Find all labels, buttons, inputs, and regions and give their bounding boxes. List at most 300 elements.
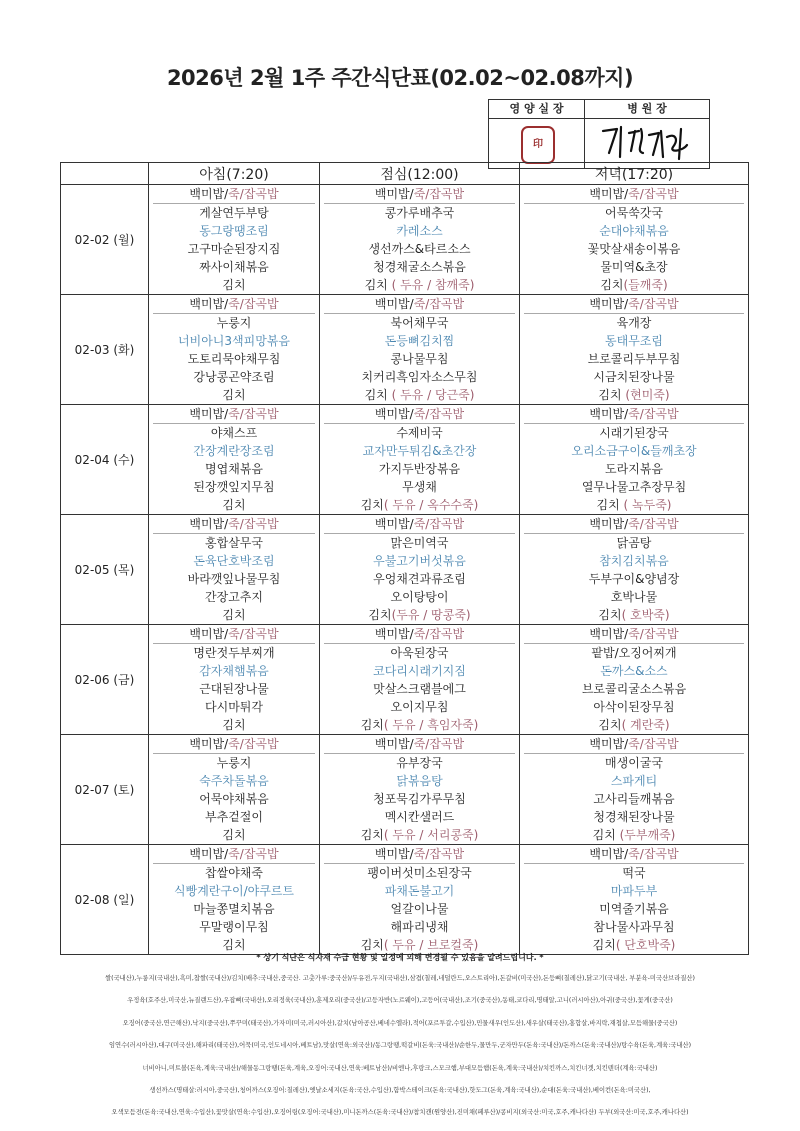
signature-icon xyxy=(595,121,699,165)
day-row xyxy=(61,735,749,845)
dish-line xyxy=(520,222,748,240)
dish-line xyxy=(520,845,748,863)
dish-text: 김치 xyxy=(592,938,616,952)
meal-cell-breakfast xyxy=(149,625,320,735)
origin-line: 오징어(중국산,연근해산),낙지(중국산),쭈꾸미(태국산),가자미(미국,러시아산),갈치(남아공산,베네수엘라),적어(포르투갈,수입산),민물새우(인도산),새우살(태국산),홍합살,바지락,재첩살,모듬해물(중국산) xyxy=(122,1019,678,1027)
dish-line xyxy=(320,570,519,588)
dish-line xyxy=(320,460,519,478)
dish-line xyxy=(149,222,319,240)
dietitian-sign-cell xyxy=(489,119,585,168)
dish-line xyxy=(520,295,748,313)
dish-text: 마늘쫑멸치볶음 xyxy=(193,902,275,916)
dish-text: 김치 xyxy=(592,828,620,842)
dish-text: 브로콜리굴소스볶음 xyxy=(581,682,687,696)
dish-line xyxy=(149,386,319,404)
dish-text: 아삭이된장무침 xyxy=(593,700,675,714)
dish-text: 죽/잡곡밥 xyxy=(628,627,679,641)
dish-text: 백미밥/ xyxy=(589,737,629,751)
dish-line xyxy=(520,496,748,514)
column-header-breakfast: 아침(7:20) xyxy=(149,163,320,185)
dish-text: 고사리들깨볶음 xyxy=(593,792,675,806)
dish-line xyxy=(149,716,319,734)
dish-line xyxy=(149,845,319,863)
dish-text: 도토리묵야채무침 xyxy=(187,352,281,366)
meal-cell-dinner xyxy=(520,185,749,295)
dish-text: 참나물사과무침 xyxy=(593,920,675,934)
dish-text: 청경채된장나물 xyxy=(593,810,675,824)
dish-line xyxy=(149,882,319,900)
dish-line xyxy=(320,900,519,918)
dish-line xyxy=(320,716,519,734)
dish-text: 미역줄기볶음 xyxy=(599,902,669,916)
dish-line xyxy=(520,644,748,662)
column-header-lunch: 점심(12:00) xyxy=(320,163,520,185)
dish-line xyxy=(520,204,748,222)
dish-text: 얼갈이나물 xyxy=(390,902,449,916)
dish-text: (현미죽) xyxy=(625,388,670,402)
dish-line xyxy=(520,772,748,790)
dish-text: 죽/잡곡밥 xyxy=(628,517,679,531)
dish-line xyxy=(149,314,319,332)
dish-line xyxy=(520,662,748,680)
dish-text: 죽/잡곡밥 xyxy=(413,737,465,751)
dish-text: 돈육단호박조림 xyxy=(193,554,275,568)
dish-line xyxy=(520,276,748,294)
dish-text: 마파두부 xyxy=(610,884,658,898)
dish-text: 물미역&초장 xyxy=(600,260,668,274)
dish-line xyxy=(149,606,319,624)
dish-line xyxy=(320,680,519,698)
dish-line xyxy=(149,754,319,772)
dish-line xyxy=(149,918,319,936)
dish-text: 닭곰탕 xyxy=(616,536,652,550)
dish-line xyxy=(320,662,519,680)
meal-cell-breakfast xyxy=(149,735,320,845)
dish-line xyxy=(520,882,748,900)
dish-text: 누룽지 xyxy=(216,756,252,770)
dish-line xyxy=(520,716,748,734)
day-label: 02-06 (금) xyxy=(61,625,149,735)
meal-cell-breakfast xyxy=(149,515,320,625)
day-label: 02-02 (월) xyxy=(61,185,149,295)
dish-line xyxy=(149,460,319,478)
dish-text: 백미밥/ xyxy=(374,517,414,531)
dish-text: 콩가루배추국 xyxy=(384,206,455,220)
dish-text: (두부깨죽) xyxy=(619,828,676,842)
meal-cell-lunch xyxy=(320,845,520,955)
dish-line xyxy=(520,350,748,368)
dish-text: 김치 xyxy=(360,498,384,512)
dish-text: 찹쌀야채죽 xyxy=(205,866,263,880)
dish-line xyxy=(320,772,519,790)
dish-text: 백미밥/ xyxy=(374,187,414,201)
dish-line xyxy=(149,424,319,442)
dish-text: 백미밥/ xyxy=(589,407,629,421)
page-title: 2026년 2월 1주 주간식단표(02.02~02.08까지) xyxy=(166,66,634,90)
dish-line xyxy=(520,332,748,350)
dish-line xyxy=(149,442,319,460)
dish-text: 명란젓두부찌개 xyxy=(193,646,275,660)
dish-text: 김치 xyxy=(598,718,622,732)
dish-text: 북어채무국 xyxy=(390,316,449,330)
dish-line xyxy=(320,790,519,808)
origin-line: 쌀(국내산),누룽지(국내산),흑미,찹쌀(국내산)/김치(배추:국내산,중국산. 고춧가루:중국산)/두유전,두지(국내산),삼겹(칠레,네덜란드,오스트리아),돈갈비(미국산),돈등뼈(칠레산),닭고기(국내산, 부분육-미국산브라질산) xyxy=(105,975,695,982)
dish-text: 청포묵김가루무침 xyxy=(373,792,466,806)
sign-label-director: 병 원 장 xyxy=(585,100,709,119)
dish-text: 백미밥/ xyxy=(189,627,229,641)
dish-line xyxy=(320,698,519,716)
dish-line xyxy=(320,606,519,624)
dish-text: 죽/잡곡밥 xyxy=(413,187,465,201)
meal-cell-lunch xyxy=(320,185,520,295)
dish-line xyxy=(320,882,519,900)
dish-text: 콩나물무침 xyxy=(390,352,449,366)
dish-text: 죽/잡곡밥 xyxy=(628,297,679,311)
day-row xyxy=(61,295,749,405)
dish-text: 죽/잡곡밥 xyxy=(228,297,279,311)
dish-text: ( 두유 / 브로컬죽) xyxy=(383,938,479,952)
dish-text: 김치 xyxy=(222,388,246,402)
origin-info xyxy=(40,968,760,1125)
dish-text: 동태무조림 xyxy=(605,334,663,348)
dish-line xyxy=(320,534,519,552)
meal-cell-breakfast xyxy=(149,405,320,515)
dish-line xyxy=(520,864,748,882)
dish-line xyxy=(320,222,519,240)
dish-line xyxy=(520,808,748,826)
dish-line xyxy=(520,258,748,276)
dish-text: 아욱된장국 xyxy=(390,646,449,660)
dish-line xyxy=(520,314,748,332)
sign-label-dietitian: 영 양 실 장 xyxy=(489,100,585,119)
dish-text: 백미밥/ xyxy=(589,297,629,311)
dish-line xyxy=(520,405,748,423)
dish-line xyxy=(520,368,748,386)
dish-line xyxy=(520,386,748,404)
dish-text: 근대된장나물 xyxy=(199,682,269,696)
dish-text: 김치 xyxy=(360,828,384,842)
dish-text: 명엽채볶음 xyxy=(205,462,263,476)
header-corner xyxy=(61,163,149,185)
dish-line xyxy=(320,826,519,844)
dish-text: 김치 xyxy=(364,388,392,402)
approval-box xyxy=(488,99,710,169)
dish-text: 어묵쑥갓국 xyxy=(605,206,663,220)
dish-text: 게살연두부탕 xyxy=(199,206,269,220)
dish-text: 오이탕탕이 xyxy=(390,590,449,604)
dish-text: ( 녹두죽) xyxy=(623,498,672,512)
dish-text: 부추겉절이 xyxy=(205,810,263,824)
dish-text: 수제비국 xyxy=(396,426,443,440)
dish-text: 죽/잡곡밥 xyxy=(628,407,679,421)
dish-line xyxy=(520,606,748,624)
dish-line xyxy=(320,845,519,863)
dish-text: 어묵야채볶음 xyxy=(199,792,269,806)
dish-line xyxy=(520,570,748,588)
dish-text: 순대야채볶음 xyxy=(599,224,669,238)
dish-text: 떡국 xyxy=(622,866,646,880)
dish-text: 김치 xyxy=(598,388,626,402)
dish-line xyxy=(320,588,519,606)
dish-text: 고구마순된장지짐 xyxy=(187,242,281,256)
dish-line xyxy=(149,735,319,753)
dish-text: 죽/잡곡밥 xyxy=(628,187,679,201)
dish-text: 죽/잡곡밥 xyxy=(228,847,279,861)
dish-line xyxy=(320,515,519,533)
dish-text: 치커리흑임자소스무침 xyxy=(361,370,478,384)
dish-text: 홍합살무국 xyxy=(205,536,263,550)
dish-line xyxy=(320,864,519,882)
dish-text: ( 두유 / 서리콩죽) xyxy=(383,828,479,842)
meal-cell-dinner xyxy=(520,845,749,955)
dish-line xyxy=(520,515,748,533)
day-row xyxy=(61,405,749,515)
dish-text: ( 계란죽) xyxy=(621,718,670,732)
meal-cell-lunch xyxy=(320,515,520,625)
dish-line xyxy=(149,662,319,680)
dish-text: 다시마튀각 xyxy=(205,700,263,714)
dish-text: 참치김치볶음 xyxy=(599,554,669,568)
dish-line xyxy=(149,790,319,808)
dish-text: 백미밥/ xyxy=(589,187,629,201)
dish-text: 죽/잡곡밥 xyxy=(228,187,279,201)
meal-cell-dinner xyxy=(520,295,749,405)
day-row xyxy=(61,625,749,735)
dish-text: 팥밥/오징어찌개 xyxy=(591,646,677,660)
dish-line xyxy=(320,386,519,404)
dish-text: 김치 xyxy=(222,938,246,952)
dish-text: 청경채굴소스볶음 xyxy=(373,260,466,274)
dish-text: 시금치된장나물 xyxy=(593,370,675,384)
dish-line xyxy=(149,496,319,514)
dish-text: 된장깻잎지무침 xyxy=(193,480,275,494)
day-label: 02-08 (일) xyxy=(61,845,149,955)
dish-text: 돈까스&소스 xyxy=(600,664,668,678)
dish-text: 강낭콩곤약조림 xyxy=(193,370,275,384)
dish-text: 코다리시래기지짐 xyxy=(373,664,466,678)
dish-line xyxy=(520,790,748,808)
dish-text: 맛살스크램블에그 xyxy=(373,682,466,696)
origin-line: 오색모듬전(돈육:국내산,연육:수입산),꽃맛살(연육:수입산),오징어링(오징어:국내산),미니돈까스(돈육:국내산)/참치캔(원양산),진미채(페루산)/콩비지(외국산:미국,호주,캐나다산) 두부(외국산:미국,호주,캐나다산) xyxy=(111,1109,689,1117)
dish-line xyxy=(149,405,319,423)
dish-text: 김치 xyxy=(600,278,624,292)
dish-line xyxy=(149,204,319,222)
meal-cell-breakfast xyxy=(149,845,320,955)
dish-text: 두부구이&양념장 xyxy=(588,572,680,586)
dish-text: 우엉채견과류조림 xyxy=(373,572,466,586)
day-row xyxy=(61,515,749,625)
dish-text: 죽/잡곡밥 xyxy=(228,407,279,421)
weekly-menu-table xyxy=(60,162,749,955)
dish-text: 죽/잡곡밥 xyxy=(628,847,679,861)
dish-line xyxy=(520,460,748,478)
dish-text: 브로콜리두부무침 xyxy=(587,352,681,366)
dish-text: 백미밥/ xyxy=(374,407,414,421)
dish-text: 동그랑땡조림 xyxy=(199,224,269,238)
meal-cell-lunch xyxy=(320,295,520,405)
dish-text: 김치 xyxy=(364,278,392,292)
dish-text: 백미밥/ xyxy=(589,847,629,861)
meal-cell-breakfast xyxy=(149,185,320,295)
seal-stamp-icon: 印 xyxy=(521,126,555,164)
dish-line xyxy=(520,534,748,552)
dish-line xyxy=(320,478,519,496)
dish-text: 죽/잡곡밥 xyxy=(228,737,279,751)
dish-text: 돈등뼈김치찜 xyxy=(384,334,455,348)
dish-line xyxy=(320,204,519,222)
dish-text: ( 단호박죽) xyxy=(615,938,676,952)
dish-line xyxy=(149,808,319,826)
dish-text: 죽/잡곡밥 xyxy=(413,407,465,421)
dish-text: 김치 xyxy=(360,718,384,732)
dish-text: 교자만두튀김&초간장 xyxy=(362,444,477,458)
dish-text: 도라지볶음 xyxy=(605,462,663,476)
dish-line xyxy=(520,552,748,570)
dish-line xyxy=(320,442,519,460)
meal-cell-breakfast xyxy=(149,295,320,405)
dish-text: 꽃맛살새송이볶음 xyxy=(587,242,681,256)
dish-line xyxy=(320,424,519,442)
dish-line xyxy=(149,478,319,496)
table-header-row xyxy=(61,163,749,185)
dish-text: ( 두유 / 참깨죽) xyxy=(391,278,475,292)
dish-text: 오이지무침 xyxy=(390,700,449,714)
dish-line xyxy=(520,826,748,844)
dish-text: 백미밥/ xyxy=(189,187,229,201)
dish-text: 무생채 xyxy=(402,480,437,494)
dish-line xyxy=(320,644,519,662)
dish-line xyxy=(320,295,519,313)
dish-line xyxy=(320,496,519,514)
dish-text: 김치 xyxy=(222,608,246,622)
dish-text: 감자채햄볶음 xyxy=(199,664,269,678)
dish-text: 누룽지 xyxy=(216,316,252,330)
dish-line xyxy=(520,240,748,258)
dish-line xyxy=(320,185,519,203)
dish-text: ( 두유 / 당근죽) xyxy=(391,388,475,402)
dish-text: 간장계란장조림 xyxy=(193,444,275,458)
dish-line xyxy=(149,588,319,606)
dish-line xyxy=(320,314,519,332)
dish-line xyxy=(320,754,519,772)
dish-text: 생선까스&타르소스 xyxy=(368,242,471,256)
dish-line xyxy=(320,735,519,753)
dish-text: ( 두유 / 흑임자죽) xyxy=(383,718,479,732)
dish-text: 스파게티 xyxy=(610,774,658,788)
dish-text: 맑은미역국 xyxy=(390,536,449,550)
dish-line xyxy=(520,442,748,460)
dish-line xyxy=(320,405,519,423)
dish-line xyxy=(320,808,519,826)
dish-text: ( 호박죽) xyxy=(621,608,670,622)
dish-line xyxy=(320,240,519,258)
dish-line xyxy=(520,900,748,918)
dish-text: 백미밥/ xyxy=(589,517,629,531)
dish-text: 가지두반장볶음 xyxy=(378,462,461,476)
dish-text: 김치 xyxy=(368,608,392,622)
dish-line xyxy=(320,552,519,570)
dish-line xyxy=(149,625,319,643)
dish-line xyxy=(149,276,319,294)
dish-line xyxy=(149,350,319,368)
dish-text: 죽/잡곡밥 xyxy=(228,627,279,641)
dish-text: 백미밥/ xyxy=(589,627,629,641)
dish-line xyxy=(149,534,319,552)
dish-text: 간장고추지 xyxy=(205,590,263,604)
dish-text: 죽/잡곡밥 xyxy=(413,627,465,641)
dish-text: 너비아니3색피망볶음 xyxy=(178,334,290,348)
dish-line xyxy=(149,552,319,570)
meal-cell-dinner xyxy=(520,515,749,625)
dish-text: 바라깻잎나물무침 xyxy=(187,572,281,586)
dish-text: 백미밥/ xyxy=(189,517,229,531)
dish-text: 카레소스 xyxy=(396,224,443,238)
dish-text: 닭볶음탕 xyxy=(396,774,443,788)
dish-text: 백미밥/ xyxy=(189,847,229,861)
dish-line xyxy=(149,185,319,203)
dish-text: 매생이굴국 xyxy=(605,756,663,770)
dish-text: 팽이버섯미소된장국 xyxy=(367,866,472,880)
origin-line: 너비아니,미트볼(돈육,계육:국내산)/해물동그랑땡(돈육,계육,오징어:국내산,연육:베트남산)/비엔나,후랑크,스모크햄,부대모듬햄(돈육,계육:국내산)/치킨까스,치킨너겟,치킨텐더(계육:국내산) xyxy=(142,1064,658,1072)
dish-line xyxy=(149,570,319,588)
dish-line xyxy=(149,864,319,882)
dish-line xyxy=(320,276,519,294)
dish-text: 백미밥/ xyxy=(189,407,229,421)
dish-line xyxy=(520,918,748,936)
meal-cell-lunch xyxy=(320,735,520,845)
dish-text: 무말랭이무침 xyxy=(199,920,269,934)
day-label: 02-07 (토) xyxy=(61,735,149,845)
origin-line: 생선까스(명태살:러시아,중국산),청어까스(오징어:칠레산),옛날소세지(돈육:국산,수입산),함박스테이크(돈육:국내산),핫도그(돈육,계육:국내산),순대(돈육:국내산),베이컨(돈육:미국산), xyxy=(149,1087,651,1095)
dish-line xyxy=(149,368,319,386)
dish-text: 숙주차돌볶음 xyxy=(199,774,269,788)
meal-cell-lunch xyxy=(320,625,520,735)
director-sign-cell xyxy=(585,119,709,168)
dish-line xyxy=(149,332,319,350)
dish-text: 죽/잡곡밥 xyxy=(413,517,465,531)
dish-text: 백미밥/ xyxy=(189,297,229,311)
dish-line xyxy=(320,918,519,936)
origin-line: 우정육(호주산,미국산,뉴질랜드산),우잡뼈(국내산),오리정육(국내산),훈제오리(중국산)/고등자반(노르웨이),고등어(국내산),조기(중국산),동태,코다리,명태알,고니(러시아산),아귀(중국산),꽃게(중국산) xyxy=(127,997,673,1005)
dish-text: 죽/잡곡밥 xyxy=(228,517,279,531)
dish-line xyxy=(149,240,319,258)
dish-text: (들깨죽) xyxy=(623,278,668,292)
dish-line xyxy=(520,625,748,643)
meal-cell-dinner xyxy=(520,625,749,735)
dish-line xyxy=(320,350,519,368)
dish-text: 육개장 xyxy=(616,316,652,330)
dish-line xyxy=(520,754,748,772)
day-label: 02-04 (수) xyxy=(61,405,149,515)
dish-text: 오리소금구이&들깨초장 xyxy=(571,444,697,458)
day-label: 02-05 (목) xyxy=(61,515,149,625)
dish-text: 김치 xyxy=(360,938,384,952)
meal-cell-dinner xyxy=(520,405,749,515)
day-row xyxy=(61,845,749,955)
day-label: 02-03 (화) xyxy=(61,295,149,405)
dish-line xyxy=(520,424,748,442)
dish-text: ( 두유 / 옥수수죽) xyxy=(383,498,479,512)
dish-text: 김치 xyxy=(596,498,624,512)
dish-text: 우불고기버섯볶음 xyxy=(373,554,466,568)
dish-line xyxy=(320,332,519,350)
dish-text: 백미밥/ xyxy=(374,737,414,751)
dish-line xyxy=(320,368,519,386)
dish-line xyxy=(149,295,319,313)
dish-text: 백미밥/ xyxy=(374,627,414,641)
dish-text: 김치 xyxy=(222,278,246,292)
dish-line xyxy=(520,680,748,698)
